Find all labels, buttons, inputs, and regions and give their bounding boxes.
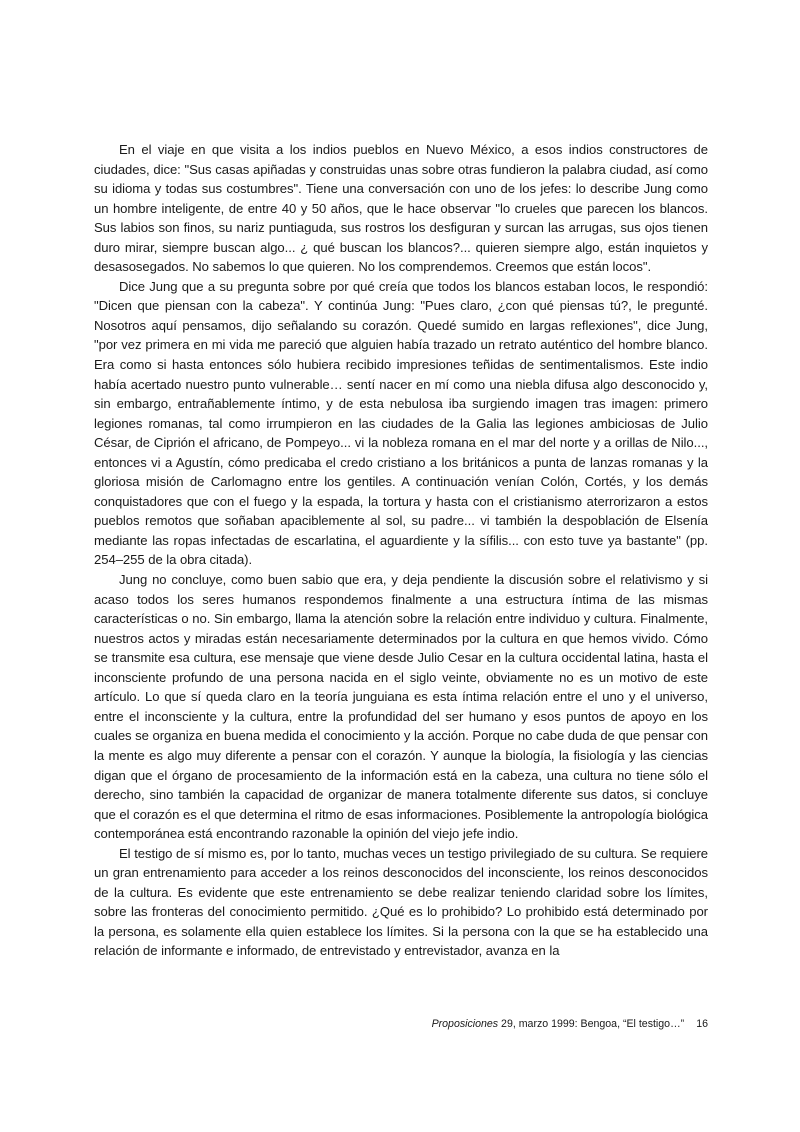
paragraph: Jung no concluye, como buen sabio que era, y deja pendiente la discusión sobre el relativismo y si acaso todos los seres humanos respondemos finalmente a una estructura íntima de las mismas características o no. Sin embargo, llama la atención sobre la relación entre individuo y cultura. Finalmente, nuestros actos y miradas están necesariamente determinados por la cultura en que hemos vivido. Cómo se transmite esa cultura, ese mensaje que viene desde Julio Cesar en la cultura occidental latina, hasta el inconsciente profundo de una persona nacida en el siglo veinte, obviamente no es un motivo de este artículo. Lo que sí queda claro en la teoría junguiana es esta íntima relación entre el uno y el universo, entre el inconsciente y la cultura, entre la profundidad del ser humano y esos puntos de apoyo en los cuales se organiza en buena medida el conocimiento y la acción. Porque no cabe duda de que pensar con la mente es algo muy diferente a pensar con el corazón. Y aunque la biología, la fisiología y las ciencias digan que el órgano de procesamiento de la información está en la cabeza, una cultura no tiene sólo el derecho, sino también la capacidad de organizar de manera totalmente diferente sus datos, si concluye que el corazón es el que determina el ritmo de esas informaciones. Posiblemente la antropología biológica contemporánea está encontrando razonable la opinión del viejo jefe indio. <box>94 572 708 842</box>
footer-journal: Proposiciones <box>431 1018 499 1030</box>
paragraph: El testigo de sí mismo es, por lo tanto, muchas veces un testigo privilegiado de su cultura. Se requiere un gran entrenamiento para acceder a los reinos desconocidos del inconsciente, los reinos desconocidos de la cultura. Es evidente que este entrenamiento se debe realizar teniendo claridad sobre los límites, sobre las fronteras del conocimiento permitido. ¿Qué es lo prohibido? Lo prohibido está determinado por la persona, es solamente ella quien establece los límites. Si la persona con la que se ha establecido una relación de informante e informado, de entrevistado y entrevistador, avanza en la <box>94 845 708 959</box>
paragraph: En el viaje en que visita a los indios pueblos en Nuevo México, a esos indios constructores de ciudades, dice: "Sus casas apiñadas y construidas unas sobre otras fundieron la palabra ciudad, así como su idioma y todas sus costumbres". Tiene una conversación con uno de los jefes: lo describe Jung como un hombre inteligente, de entre 40 y 50 años, que le hace observar "lo crueles que parecen los blancos. Sus labios son finos, su nariz puntiaguda, sus rostros los desfiguran y surcan las arrugas, sus ojos tienen duro mirar, siempre buscan algo... ¿ qué buscan los blancos?... quieren siempre algo, están inquietos y desasosegados. No sabemos lo que quieren. No los comprendemos. Creemos que están locos". <box>94 142 708 275</box>
page-footer <box>380 1017 708 1031</box>
paragraph: Dice Jung que a su pregunta sobre por qué creía que todos los blancos estaban locos, le respondió: "Dicen que piensan con la cabeza". Y continúa Jung: "Pues claro, ¿con qué piensas tú?, le pregunté. Nosotros aquí pensamos, dijo señalando su corazón. Quedé sumido en largas reflexiones", dice Jung, "por vez primera en mi vida me pareció que alguien había trazado un retrato auténtico del hombre blanco. Era como si hasta entonces sólo hubiera recibido impresiones teñidas de sentimentalismos. Este indio había acertado nuestro punto vulnerable… sentí nacer en mí como una niebla difusa algo desconocido y, sin embargo, entrañablemente íntimo, y de esta nebulosa iba surgiendo imagen tras imagen: primero legiones romanas, tal como irrumpieron en las ciudades de la Galia las legiones ambiciosas de Julio César, de Ciprión el africano, de Pompeyo... vi la nobleza romana en el mar del norte y a orillas de Nilo..., entonces vi a Agustín, cómo predicaba el credo cristiano a los británicos a punta de lanzas romanas y la gloriosa misión de Carlomagno entre los gentiles. A continuación venían Colón, Cortés, y los demás conquistadores que con el fuego y la espada, la tortura y hasta con el cristianismo aterrorizaron a estos pueblos remotos que soñaban apaciblemente al sol, su padre... vi también la despoblación de Elsenía mediante las ropas infectadas de escarlatina, el aguardiente y la sífilis... con esto tuve ya bastante" (pp. 254–255 de la obra citada). <box>94 278 708 568</box>
page-number: 16 <box>696 1018 708 1030</box>
footer-citation: 29, marzo 1999: Bengoa, “El testigo…” <box>498 1018 685 1030</box>
body-text <box>94 140 708 961</box>
